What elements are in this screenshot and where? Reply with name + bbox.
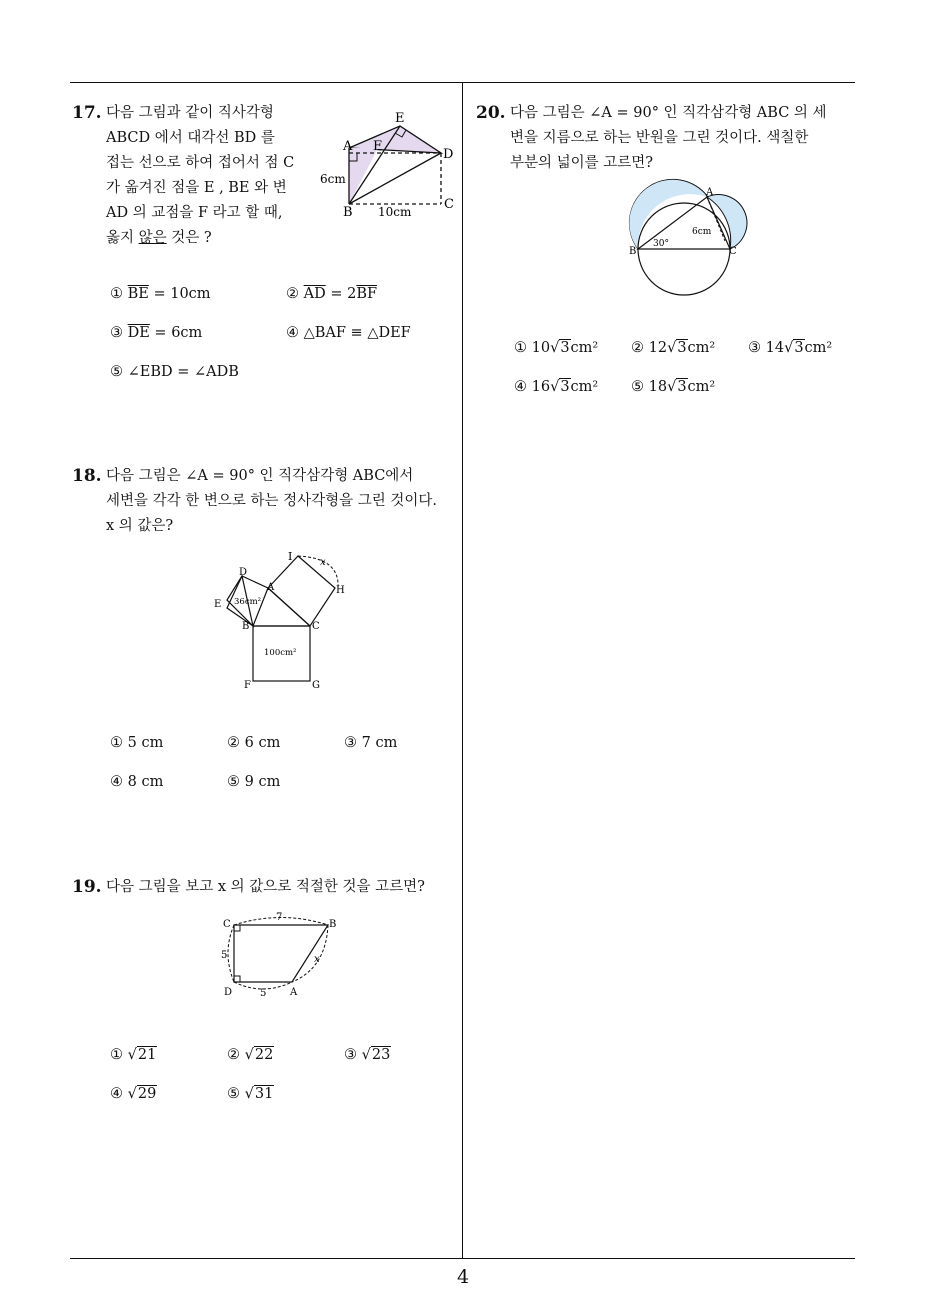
label-b: B <box>242 621 250 632</box>
label-b: B <box>329 919 337 930</box>
label-e: E <box>395 111 405 126</box>
label-i: I <box>288 550 293 563</box>
hyp <box>268 588 310 626</box>
label-7: 7 <box>276 912 283 923</box>
label-100: 100cm² <box>264 648 297 658</box>
question-text: 다음 그림을 보고 x 의 값으로 적절한 것을 고르면? <box>106 879 425 895</box>
page-number: 4 <box>456 1266 470 1288</box>
label-f: F <box>373 139 383 154</box>
option-1[interactable]: ① $\overline{BE} = 10cm$ <box>110 286 211 302</box>
label-6cm: 6cm <box>320 172 346 186</box>
label-a: A <box>706 187 714 198</box>
text-line: 다음 그림은 ∠A = 90° 인 직각삼각형 ABC에서 <box>106 468 414 484</box>
text-line: 접는 선으로 하여 접어서 점 C <box>106 155 295 171</box>
text-line: ABCD 에서 대각선 BD 를 <box>106 130 275 146</box>
figure-trapezoid <box>218 910 348 1005</box>
option-3[interactable]: ③ √23 <box>344 1047 391 1063</box>
option-5[interactable]: ⑤ √31 <box>227 1086 274 1102</box>
text-line: AD 의 교점을 F 라고 할 때, <box>106 205 283 221</box>
question-text <box>510 101 850 176</box>
question-number: 20. <box>476 103 506 123</box>
option-5[interactable]: ⑤ 18√3cm² <box>631 379 716 395</box>
option-1[interactable]: ① 5 cm <box>110 735 164 751</box>
text-line: 부분의 넓이를 고르면? <box>510 155 654 171</box>
question-text <box>106 101 316 251</box>
option-4[interactable]: ④ △BAF ≡ △DEF <box>286 325 411 341</box>
underlined-word: 않은 <box>138 230 167 246</box>
label-c: C <box>312 621 320 632</box>
text-part: 옳지 <box>106 230 139 246</box>
label-5-left: 5 <box>221 950 228 961</box>
text-line: 가 옮겨진 점을 E , BE 와 변 <box>106 180 287 196</box>
label-c: C <box>729 246 737 257</box>
label-x: x <box>314 954 320 965</box>
question-text <box>106 464 466 539</box>
option-2[interactable]: ② 12√3cm² <box>631 340 716 356</box>
option-3[interactable]: ③ 14√3cm² <box>748 340 833 356</box>
figure-semicircles <box>625 184 755 299</box>
option-5[interactable]: ⑤ 9 cm <box>227 774 281 790</box>
option-4[interactable]: ④ √29 <box>110 1086 157 1102</box>
option-3[interactable]: ③ 7 cm <box>344 735 398 751</box>
label-b: B <box>343 205 353 220</box>
right-angle-d <box>234 976 240 982</box>
question-number: 19. <box>72 877 102 897</box>
option-3[interactable]: ③ $\overline{DE} = 6cm$ <box>110 325 203 341</box>
label-b: B <box>629 246 637 257</box>
arc-left <box>228 925 234 982</box>
label-e: E <box>214 599 222 610</box>
right-angle-c <box>234 925 240 931</box>
label-angle: 30° <box>653 239 669 249</box>
text-line: 다음 그림은 ∠A = 90° 인 직각삼각형 ABC 의 세 <box>510 105 827 121</box>
label-5-bottom: 5 <box>260 988 267 999</box>
label-6cm: 6cm <box>692 227 712 237</box>
label-c: C <box>444 197 454 212</box>
option-4[interactable]: ④ 16√3cm² <box>514 379 599 395</box>
option-2[interactable]: ② $\overline{AD} = 2\overline{BF}$ <box>286 286 378 302</box>
label-a: A <box>267 582 275 593</box>
text-line: 다음 그림과 같이 직사각형 <box>106 105 274 121</box>
text-line: x 의 값은? <box>106 518 174 534</box>
label-10cm: 10cm <box>378 205 412 219</box>
label-d: D <box>443 147 454 162</box>
option-5[interactable]: ⑤ ∠EBD = ∠ADB <box>110 364 239 380</box>
label-h: H <box>336 585 345 596</box>
text-line: 변을 지름으로 하는 반원을 그린 것이다. 색칠한 <box>510 130 809 146</box>
label-x: x <box>320 557 326 568</box>
option-4[interactable]: ④ 8 cm <box>110 774 164 790</box>
option-1[interactable]: ① √21 <box>110 1047 157 1063</box>
figure-squares-triangle <box>210 548 370 698</box>
option-2[interactable]: ② √22 <box>227 1047 274 1063</box>
label-d: D <box>224 987 233 998</box>
text-line <box>106 226 316 251</box>
question-number: 17. <box>72 103 102 123</box>
text-part: 것은 ? <box>166 230 212 246</box>
label-36: 36cm² <box>234 597 262 607</box>
label-c: C <box>223 919 231 930</box>
bottom-rule <box>70 1258 855 1259</box>
option-1[interactable]: ① 10√3cm² <box>514 340 599 356</box>
figure-rectangle-fold <box>318 108 458 218</box>
label-d: D <box>239 567 248 578</box>
label-g: G <box>312 680 320 691</box>
column-divider <box>462 82 463 1259</box>
question-number: 18. <box>72 466 102 486</box>
label-a: A <box>290 987 298 998</box>
label-f: F <box>244 680 251 691</box>
option-2[interactable]: ② 6 cm <box>227 735 281 751</box>
label-a: A <box>343 139 353 154</box>
text-line: 세변을 각각 한 변으로 하는 정사각형을 그린 것이다. <box>106 493 438 509</box>
